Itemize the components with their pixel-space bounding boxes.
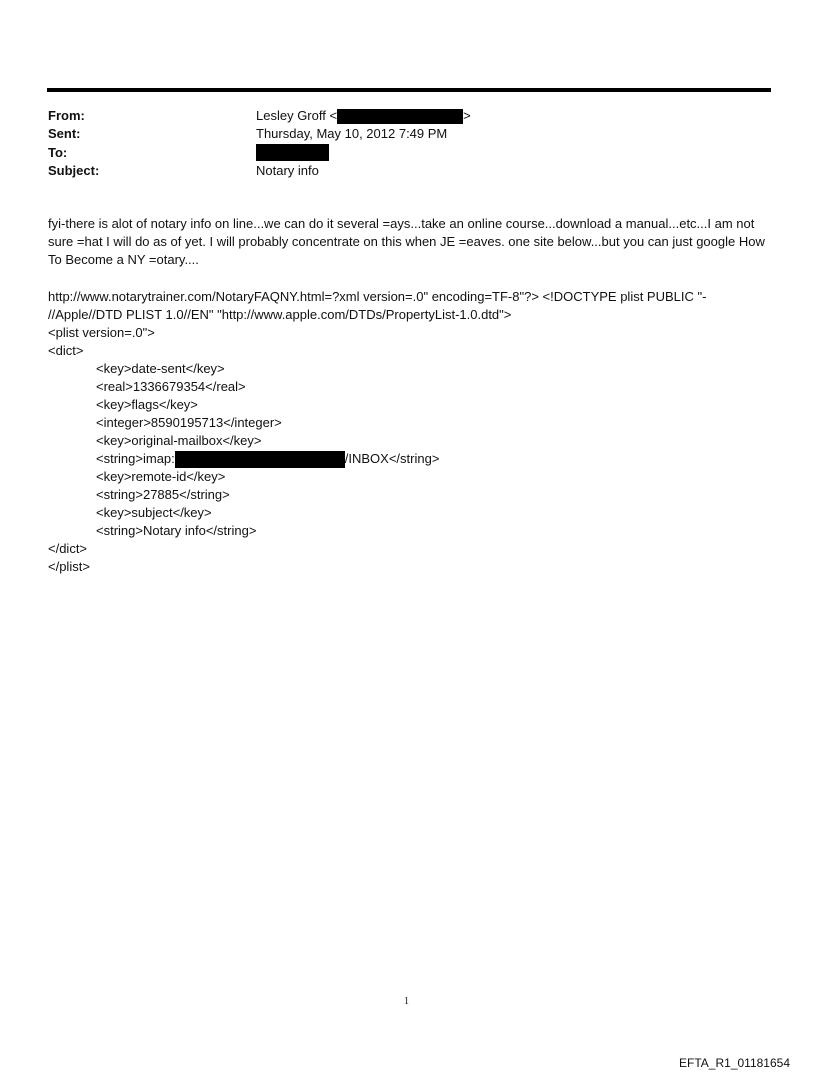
plist-entry: <key>subject</key>: [96, 505, 212, 520]
header-divider: [47, 88, 771, 92]
message-paragraph: fyi-there is alot of notary info on line...we can do it several =ays...take an online course...download a manual...etc...I am not sure =hat I will do as of yet. I will probably concentrate on this when JE =eaves. one site below...but you can just google How To Become a NY =otary....: [48, 216, 765, 267]
sent-value: Thursday, May 10, 2012 7:49 PM: [256, 126, 448, 141]
redacted-mailbox: [175, 451, 345, 468]
subject-value: Notary info: [256, 163, 319, 178]
subject-label: Subject:: [48, 163, 100, 178]
url-line-1: http://www.notarytrainer.com/NotaryFAQNY.html=?xml version=.0" encoding=TF-8"?> <!DOCTYPE plist PUBLIC "-: [48, 289, 707, 304]
from-value: [256, 107, 471, 125]
sender-name: Lesley Groff <: [256, 108, 338, 123]
plist-entry: <string>27885</string>: [96, 487, 230, 502]
mailbox-suffix: /INBOX</string>: [344, 451, 440, 466]
plist-entry: <real>1336679354</real>: [96, 379, 246, 394]
mailbox-prefix: <string>imap:: [96, 451, 175, 466]
plist-open: <plist version=.0">: [48, 325, 155, 340]
plist-entry: <key>remote-id</key>: [96, 469, 226, 484]
to-value: [256, 144, 329, 161]
plist-close: </plist>: [48, 559, 90, 574]
from-label: From:: [48, 108, 85, 123]
dict-open: <dict>: [48, 343, 84, 358]
dict-close: </dict>: [48, 541, 88, 556]
plist-entry: <key>date-sent</key>: [96, 361, 225, 376]
plist-entry: <integer>8590195713</integer>: [96, 415, 282, 430]
page-number: 1: [404, 996, 409, 1007]
bates-number: EFTA_R1_01181654: [679, 1056, 790, 1070]
to-label: To:: [48, 145, 68, 160]
plist-entry-mailbox: [96, 450, 439, 468]
plist-entry: <key>original-mailbox</key>: [96, 433, 262, 448]
plist-entry: <string>Notary info</string>: [96, 523, 257, 538]
sender-email-close: >: [463, 108, 471, 123]
redacted-recipient: [256, 144, 329, 161]
redacted-sender-email: [337, 109, 463, 124]
url-line-2: //Apple//DTD PLIST 1.0//EN" "http://www.apple.com/DTDs/PropertyList-1.0.dtd">: [48, 307, 512, 322]
sent-label: Sent:: [48, 126, 81, 141]
plist-entry: <key>flags</key>: [96, 397, 198, 412]
